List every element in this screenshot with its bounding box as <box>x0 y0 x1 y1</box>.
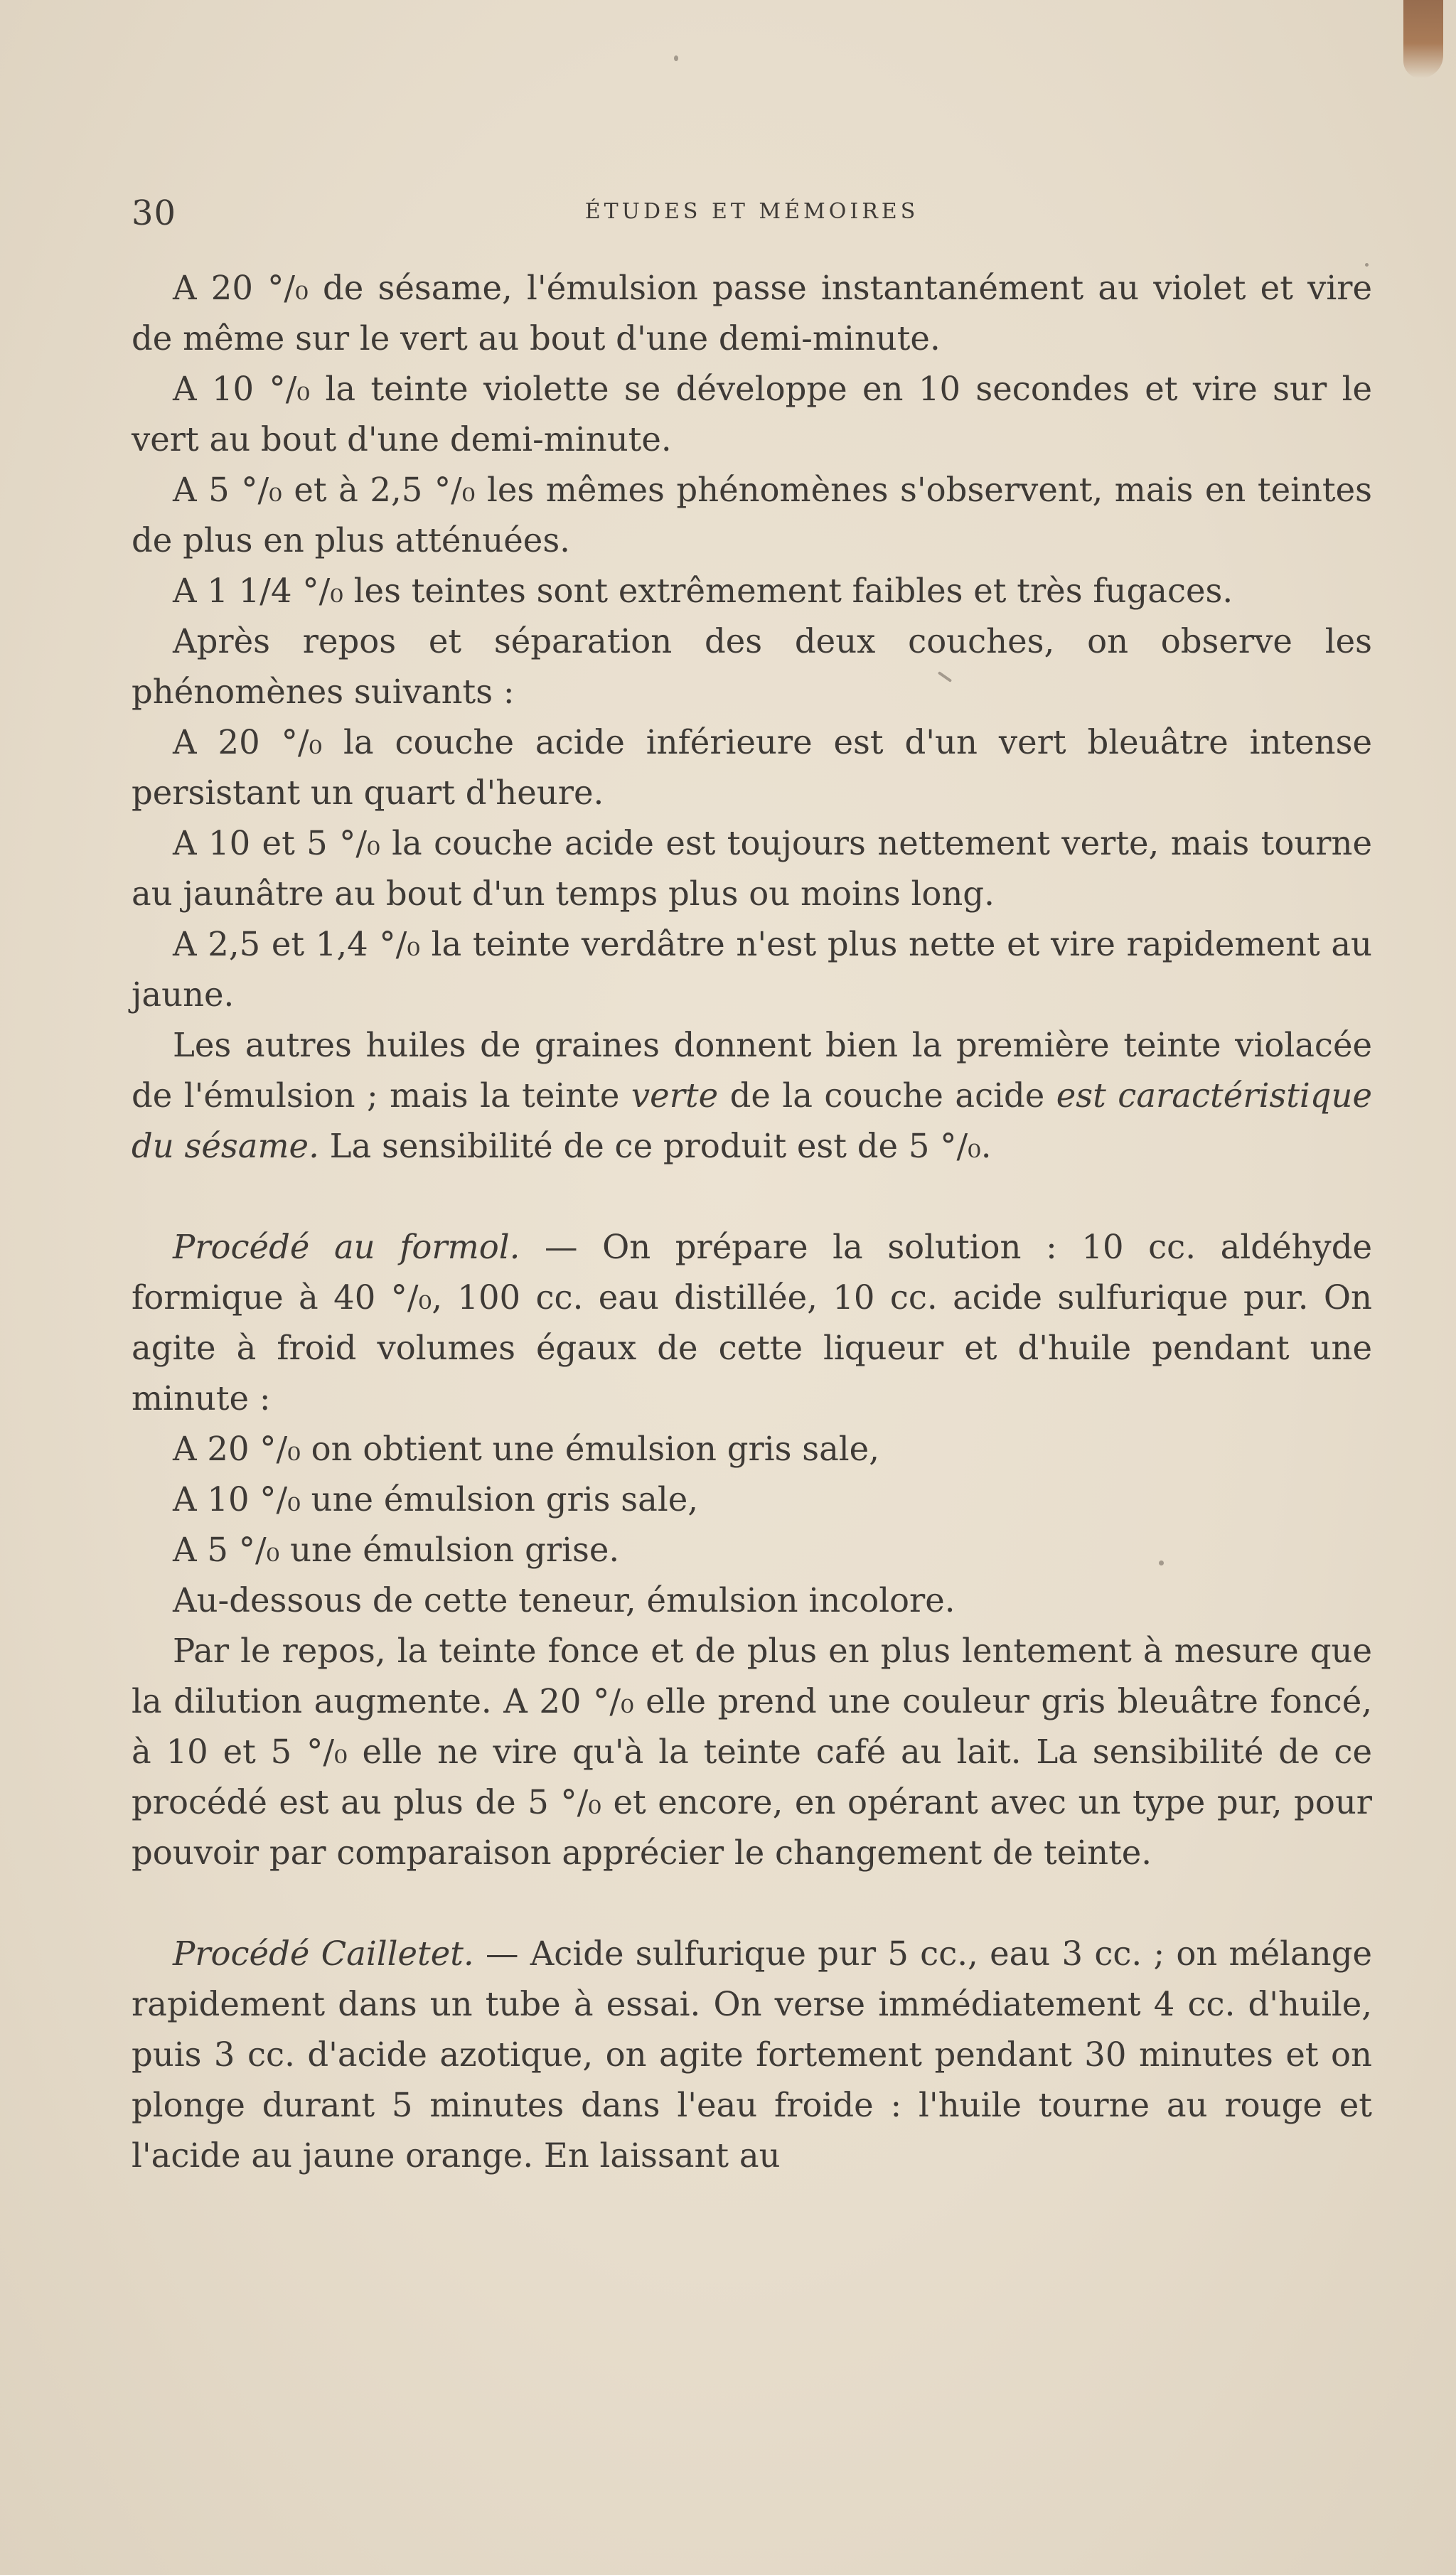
paragraph: Au-dessous de cette teneur, émulsion incolore. <box>173 1581 956 1620</box>
text-run: de la couche acide <box>718 1076 1056 1115</box>
paper-speck <box>674 55 678 61</box>
text-run: La sensibilité de ce produit est de 5 °/₀. <box>318 1127 992 1165</box>
paragraph: A 20 °/₀ la couche acide inférieure est d'un vert bleuâtre intense persistant un quart d'heure. <box>132 723 1372 812</box>
paragraph: Par le repos, la teinte fonce et de plus en plus lentement à mesure que la dilution augmente. A 20 °/₀ elle prend une couleur gris bleuâtre foncé, à 10 et 5 °/₀ elle ne vire qu'à la teinte café au lait. La sensibilité de ce procédé est au plus de 5 °/₀ et encore, en opérant avec un type pur, pour pouvoir par comparaison apprécier le changement de teinte. <box>132 1632 1372 1872</box>
paragraph: A 1 1/4 °/₀ les teintes sont extrêmement faibles et très fugaces. <box>173 572 1233 610</box>
text-run: Les autres huiles de graines donnent bien la première teinte violacée de l'émulsion ; mais la teinte <box>132 1026 1372 1115</box>
page-header <box>132 193 1372 236</box>
paragraph: A 10 °/₀ une émulsion gris sale, <box>173 1480 699 1519</box>
paragraph: A 2,5 et 1,4 °/₀ la teinte verdâtre n'est plus nette et vire rapidement au jaune. <box>132 925 1372 1014</box>
paragraph: A 5 °/₀ une émulsion grise. <box>173 1531 620 1569</box>
corner-stain <box>1403 0 1443 78</box>
page-number: 30 <box>132 193 177 233</box>
running-head: ÉTUDES ET MÉMOIRES <box>584 199 919 224</box>
text-run: — On prépare la solution : 10 cc. aldéhyde formique à 40 °/₀, 100 cc. eau distillée, 10 cc. acide sulfurique pur. On agite à froid volumes égaux de cette liqueur et d'huile pendant une minute : <box>132 1228 1372 1418</box>
section-heading: Procédé Cailletet. <box>173 1934 474 1973</box>
paragraph: A 10 et 5 °/₀ la couche acide est toujours nettement verte, mais tourne au jaunâtre au bout d'un temps plus ou moins long. <box>132 824 1372 913</box>
section-heading: Procédé au formol. <box>173 1228 520 1266</box>
italic-run: verte <box>631 1076 719 1115</box>
paragraph: A 20 °/₀ on obtient une émulsion gris sale, <box>173 1430 879 1468</box>
paragraph: Après repos et séparation des deux couches, on observe les phénomènes suivants : <box>132 622 1372 711</box>
text-run: — Acide sulfurique pur 5 cc., eau 3 cc. ; on mélange rapidement dans un tube à essai. On verse immédiatement 4 cc. d'huile, puis 3 cc. d'acide azotique, on agite fortement pendant 30 minutes et on plonge durant 5 minutes dans l'eau froide : l'huile tourne au rouge et l'acide au jaune orange. En laissant au <box>132 1934 1372 2175</box>
body-text <box>132 263 1372 2181</box>
paragraph <box>132 1020 1372 1172</box>
paragraph: A 5 °/₀ et à 2,5 °/₀ les mêmes phénomènes s'observent, mais en teintes de plus en plus atténuées. <box>132 471 1372 560</box>
paragraph-procede-cailletet <box>132 1929 1372 2181</box>
italic-run: est caractéristique du sésame. <box>132 1076 1373 1165</box>
paragraph: A 10 °/₀ la teinte violette se développe en 10 secondes et vire sur le vert au bout d'une demi-minute. <box>132 370 1372 459</box>
paragraph: A 20 °/₀ de sésame, l'émulsion passe instantanément au violet et vire de même sur le vert au bout d'une demi-minute. <box>132 269 1372 358</box>
paragraph-procede-formol <box>132 1222 1372 1424</box>
